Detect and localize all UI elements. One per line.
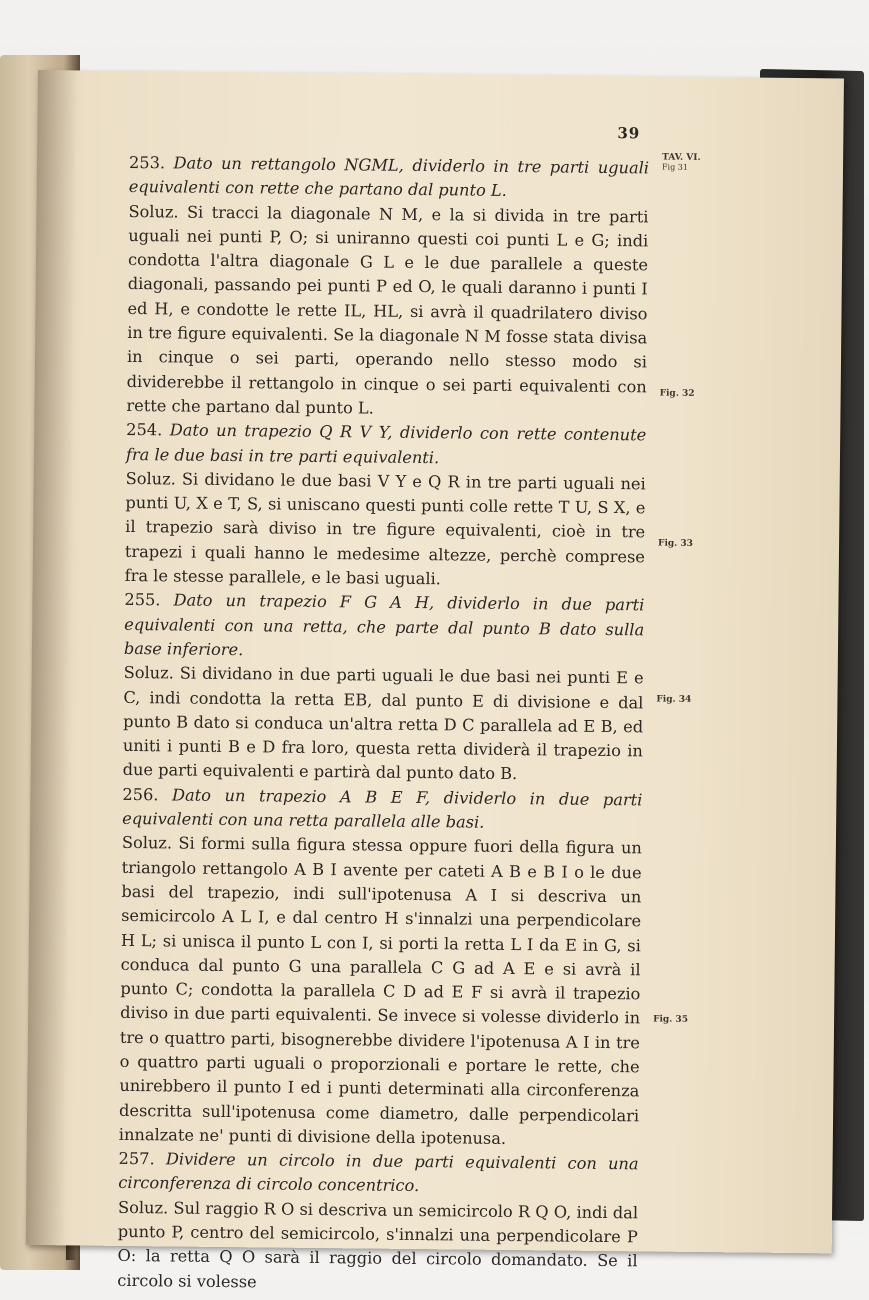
section-number: 255.: [124, 590, 161, 610]
section-title: Dato un trapezio Q R V Y, dividerlo con rette contenute fra le due basi in tre parti equivalenti.: [125, 420, 647, 467]
section-number: 254.: [126, 420, 163, 440]
section-255-heading: [124, 588, 645, 666]
section-number: 257.: [118, 1149, 155, 1169]
margin-ref-tav: [662, 153, 701, 173]
section-256-solution: Soluz. Si formi sulla figura stessa oppure fuori della figura un triangolo rettangolo A B I avente per cateti A B e B I o le due basi del trapezio, indi sull'ipotenusa A I si descriva un semicircolo A L I, e dal centro H s'innalzi una perpendicolare H L; si unisca il punto L con I, si porti la retta L I da E in G, si conduca dal punto G una parallela C G ad A E e si avrà il punto C; condotta la parallela C D ad E F si avrà il trapezio diviso in due parti equivalenti. Se invece si volesse dividerlo in tre o quattro parti, bisognerebbe dividere l'ipotenusa A I in tre o quattro parti uguali o proporzionali e portare le rette, che unirebbero il punto I ed i punti determinati alla circonferenza descritta sull'ipotenusa come diametro, dalle perpendicolari innalzate ne' punti di divisione della ipotenusa.: [118, 833, 642, 1148]
section-257-solution: Soluz. Sul raggio R O si descriva un semicircolo R Q O, indi dal punto P, centro del semicircolo, s'innalzi una perpendicolare P O: la retta Q O sarà il raggio del circolo domandato. Se il circolo si volesse: [117, 1197, 639, 1292]
section-title: Dividere un circolo in due parti equivalenti con una circonferenza di circolo concentrico.: [118, 1149, 639, 1196]
margin-ref-fig35: Fig. 35: [653, 1014, 689, 1025]
section-254-heading: [126, 418, 646, 472]
section-254-solution: Soluz. Si dividano le due basi V Y e Q R in tre parti uguali nei punti U, X e T, S, si uniscano questi punti colle rette T U, S X, e il trapezio sarà diviso in tre figure equivalenti, cioè in tre trapezi i quali hanno le medesime altezze, perchè comprese fra le stesse parallele, e le basi uguali.: [124, 468, 646, 589]
section-255-solution: Soluz. Si dividano in due parti uguali le due basi nei punti E e C, indi condotta la retta EB, dal punto E di divisione e dal punto B dato si conduca un'altra retta D C parallela ad E B, ed uniti i punti B e D fra loro, questa retta dividerà il trapezio in due parti equivalenti e partirà dal punto dato B.: [122, 663, 644, 784]
section-253-heading: [129, 151, 649, 205]
section-257-heading: [118, 1147, 638, 1201]
section-title: Dato un trapezio A B E F, dividerlo in due parti equivalenti con una retta parallela alle basi.: [122, 785, 643, 832]
section-256-heading: [122, 783, 642, 837]
margin-ref-fig34: Fig. 34: [656, 694, 692, 705]
margin-ref-fig33: Fig. 33: [658, 538, 694, 549]
page-number: 39: [617, 124, 641, 143]
margin-ref-fig32: Fig. 32: [659, 388, 695, 399]
section-title: Dato un trapezio F G A H, dividerlo in due parti equivalenti con una retta, che parte dal punto B dato sulla base inferiore.: [123, 590, 645, 660]
margin-tav-label: TAV. VI.: [662, 152, 701, 163]
book-page: [26, 70, 844, 1292]
section-number: 256.: [122, 784, 159, 805]
margin-fig31: Fig 31: [661, 162, 689, 172]
text-column: [117, 151, 649, 1298]
section-253-solution: Soluz. Si tracci la diagonale N M, e la si divida in tre parti uguali nei punti P, O; si uniranno questi coi punti L e G; indi condotta l'altra diagonale G L e le due parallele a queste diagonali, passando pei punti P ed O, le quali daranno i punti I ed H, e condotte le rette IL, HL, si avrà il quadrilatero diviso in tre figure equivalenti. Se la diagonale N M fosse stata divisa in cinque o sei parti, operando nello stesso modo si dividerebbe il rettangolo in cinque o sei parti equivalenti con rette che partano dal punto L.: [126, 201, 649, 418]
section-number: 253.: [128, 152, 166, 173]
section-title: Dato un rettangolo NGML, dividerlo in tre parti uguali equivalenti con rette che partano dal punto L.: [128, 153, 650, 201]
